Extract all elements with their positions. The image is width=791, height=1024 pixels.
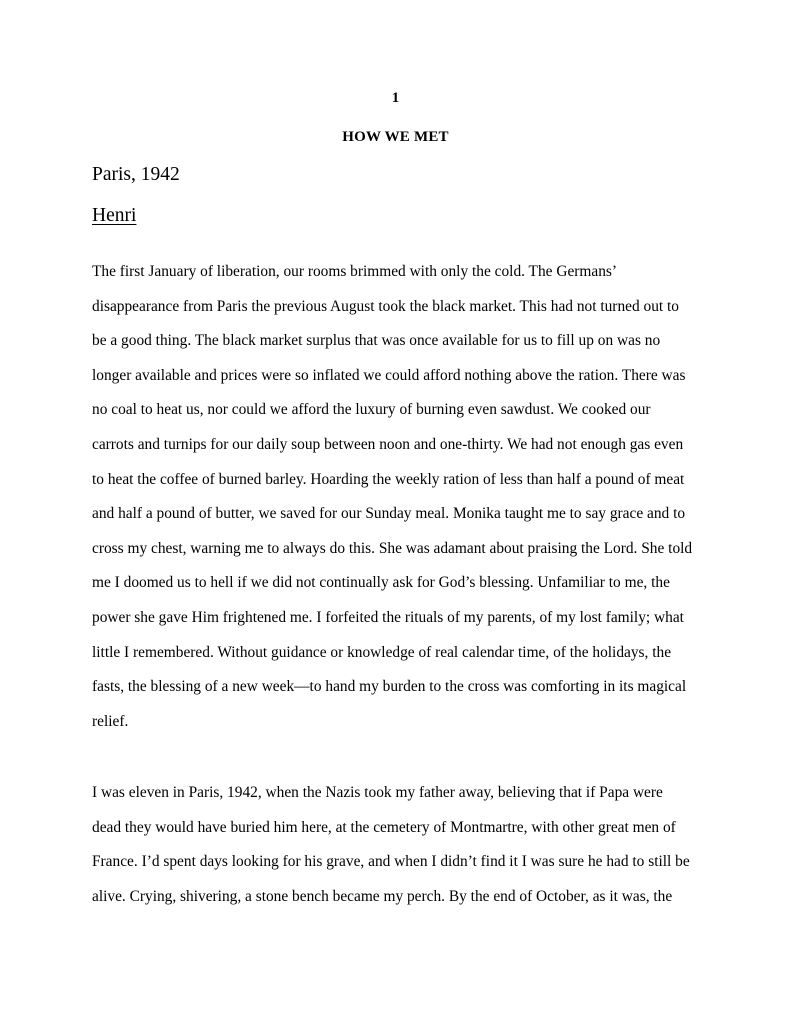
text-line: alive. Crying, shivering, a stone bench became my perch. By the end of October, as it was, the <box>92 887 673 905</box>
text-line: I was eleven in Paris, 1942, when the Nazis took my father away, believing that if Papa were <box>92 784 663 801</box>
text-line: cross my chest, warning me to always do this. She was adamant about praising the Lord. She told <box>92 539 693 557</box>
text-line: disappearance from Paris the previous August took the black market. This had not turned out to <box>92 297 679 315</box>
chapter-title: HOW WE MET <box>342 129 449 145</box>
body-paragraph <box>92 776 690 914</box>
text-line: me I doomed us to hell if we did not continually ask for God’s blessing. Unfamiliar to me, the <box>92 574 670 592</box>
body-paragraph <box>92 255 692 739</box>
text-line: longer available and prices were so inflated we could afford nothing above the ration. There was <box>92 366 686 384</box>
text-line: and half a pound of butter, we saved for our Sunday meal. Monika taught me to say grace and to <box>92 505 686 523</box>
place-date-heading: Paris, 1942 <box>92 164 180 185</box>
text-line: dead they would have buried him here, at the cemetery of Montmartre, with other great men of <box>92 818 676 836</box>
text-line: power she gave Him frightened me. I forfeited the rituals of my parents, of my lost family; what <box>92 608 684 626</box>
text-line: fasts, the blessing of a new week—to hand my burden to the cross was comforting in its magical <box>92 678 687 696</box>
text-line: carrots and turnips for our daily soup between noon and one-thirty. We had not enough gas even <box>92 435 684 453</box>
text-line: to heat the coffee of burned barley. Hoarding the weekly ration of less than half a pound of meat <box>92 470 685 488</box>
text-line: The first January of liberation, our rooms brimmed with only the cold. The Germans’ <box>92 263 618 280</box>
character-name-heading: Henri <box>92 205 137 226</box>
text-line: be a good thing. The black market surplus that was once available for us to fill up on was no <box>92 332 661 350</box>
text-line: relief. <box>92 712 129 730</box>
text-line: no coal to heat us, nor could we afford the luxury of burning even sawdust. We cooked our <box>92 401 651 419</box>
text-line: France. I’d spent days looking for his grave, and when I didn’t find it I was sure he had to still be <box>92 853 690 871</box>
chapter-number: 1 <box>391 90 400 106</box>
text-line: little I remembered. Without guidance or knowledge of real calendar time, of the holidays, the <box>92 643 672 661</box>
